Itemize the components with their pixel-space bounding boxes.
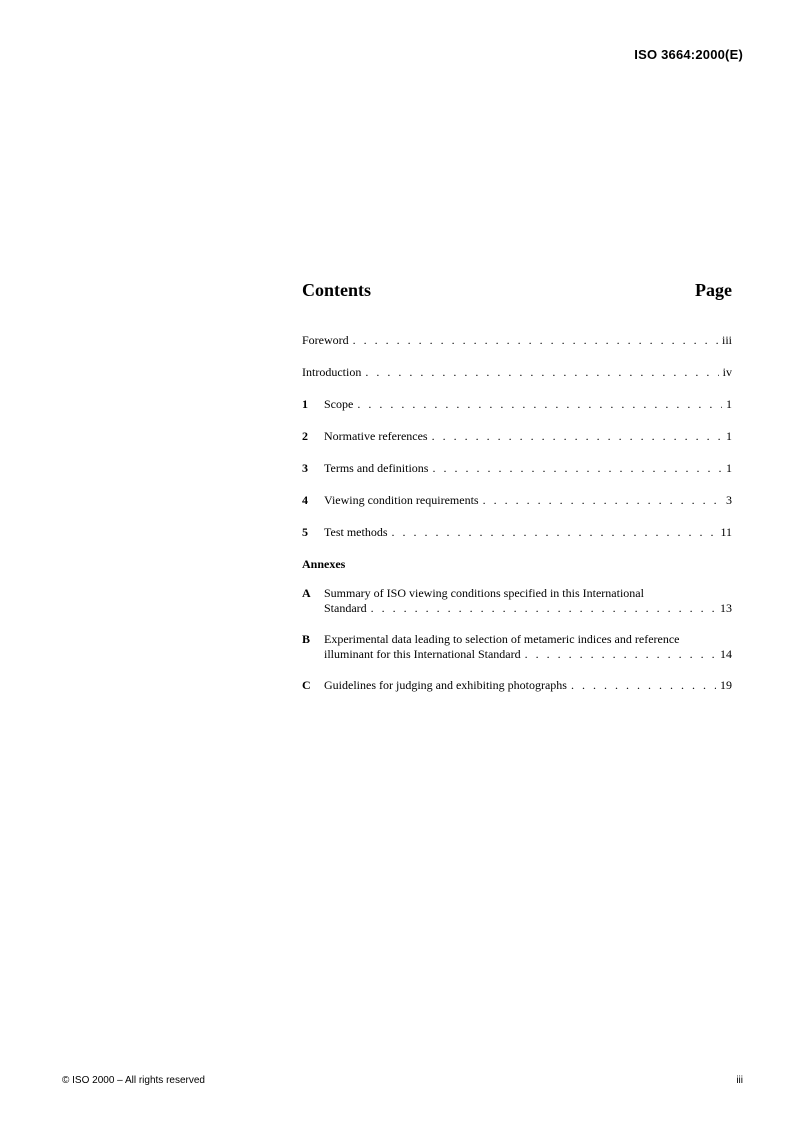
toc-entry-label: Test methods bbox=[324, 525, 388, 539]
toc-entry-number: 3 bbox=[302, 461, 308, 475]
toc-entry-number: 5 bbox=[302, 525, 308, 539]
toc-entry-page: 11 bbox=[720, 525, 732, 539]
annex-letter: A bbox=[302, 586, 311, 600]
toc-annex-a[interactable] bbox=[302, 586, 732, 616]
toc-entry-label: Normative references bbox=[324, 429, 428, 443]
toc-entry-number: 1 bbox=[302, 397, 308, 411]
toc-entry-label: Terms and definitions bbox=[324, 461, 429, 475]
toc-entries bbox=[302, 332, 732, 540]
table-of-contents bbox=[302, 278, 732, 709]
toc-entry-label: Viewing condition requirements bbox=[324, 493, 479, 507]
annex-title-line-1: Experimental data leading to selection of metameric indices and reference bbox=[324, 632, 680, 646]
toc-entry-introduction[interactable] bbox=[302, 364, 732, 380]
dot-leader bbox=[525, 647, 716, 662]
dot-leader bbox=[483, 492, 722, 508]
dot-leader bbox=[571, 678, 716, 693]
dot-leader bbox=[353, 332, 718, 348]
toc-entry-page: 1 bbox=[726, 397, 732, 411]
copyright-notice: © ISO 2000 – All rights reserved bbox=[62, 1075, 205, 1086]
annex-letter: C bbox=[302, 678, 311, 692]
annex-page: 14 bbox=[720, 647, 732, 661]
dot-leader bbox=[392, 524, 717, 540]
annexes-heading: Annexes bbox=[302, 557, 346, 571]
toc-entry-viewing-condition-requirements[interactable] bbox=[302, 492, 732, 508]
contents-title: Contents bbox=[302, 280, 372, 300]
dot-leader bbox=[371, 601, 716, 616]
document-reference: ISO 3664:2000(E) bbox=[634, 47, 743, 62]
annex-letter: B bbox=[302, 632, 311, 646]
toc-entry-terms-and-definitions[interactable] bbox=[302, 460, 732, 476]
toc-entry-page: iii bbox=[721, 333, 732, 347]
dot-leader bbox=[432, 460, 722, 476]
dot-leader bbox=[365, 364, 718, 380]
annex-page: 13 bbox=[720, 601, 732, 615]
toc-header bbox=[302, 278, 732, 302]
dot-leader bbox=[357, 396, 722, 412]
toc-entry-test-methods[interactable] bbox=[302, 524, 732, 540]
toc-annex-c[interactable] bbox=[302, 678, 732, 693]
annex-title-line-2: Standard bbox=[324, 601, 367, 615]
toc-entry-scope[interactable] bbox=[302, 396, 732, 412]
toc-entry-page: 1 bbox=[726, 461, 732, 475]
annex-title-line-1: Summary of ISO viewing conditions specified in this International bbox=[324, 586, 644, 600]
toc-entry-page: 1 bbox=[726, 429, 732, 443]
toc-entry-number: 4 bbox=[302, 493, 308, 507]
annex-page: 19 bbox=[720, 678, 732, 692]
toc-annex-b[interactable] bbox=[302, 632, 732, 662]
toc-entry-number: 2 bbox=[302, 429, 308, 443]
annex-title-line-2: illuminant for this International Standard bbox=[324, 647, 521, 661]
page-number: iii bbox=[736, 1075, 743, 1086]
toc-entry-label: Scope bbox=[324, 397, 354, 411]
toc-entry-normative-references[interactable] bbox=[302, 428, 732, 444]
toc-entry-foreword[interactable] bbox=[302, 332, 732, 348]
toc-entry-label: Foreword bbox=[302, 333, 349, 347]
toc-entry-label: Introduction bbox=[302, 365, 362, 379]
page-column-heading: Page bbox=[695, 280, 732, 300]
dot-leader bbox=[432, 428, 722, 444]
annex-title: Guidelines for judging and exhibiting photographs bbox=[324, 678, 567, 692]
toc-entry-page: iv bbox=[722, 365, 732, 379]
toc-entry-page: 3 bbox=[726, 493, 732, 507]
page-footer bbox=[62, 1075, 743, 1086]
